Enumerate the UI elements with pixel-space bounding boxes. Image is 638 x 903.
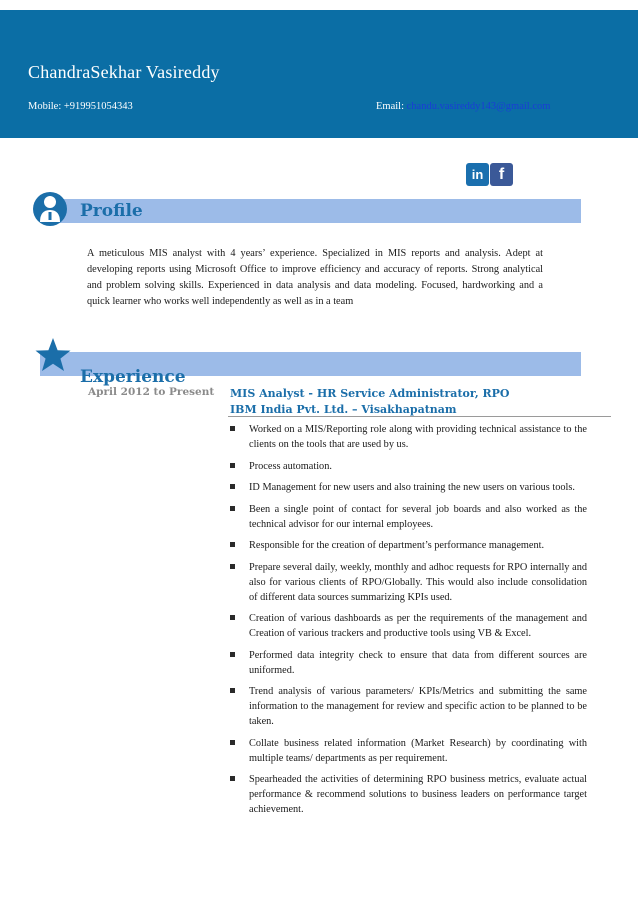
company-name: IBM India Pvt. Ltd. – Visakhapatnam [230,403,457,416]
bullet-text: Collate business related information (Market Research) by coordinating with multiple teams/ departments as per requirement. [249,737,587,764]
list-item [230,611,587,641]
mobile-number: +919951054343 [63,101,133,112]
bullet-square-icon [230,484,235,489]
bullet-text: Prepare several daily, weekly, monthly and adhoc requests for RPO internally and also for various clients of RPO/Globally. This would also include consolidation of different data sources summarizing KPIs used. [249,561,587,603]
email-link[interactable]: chandu.vasireddy143@gmail.com [406,101,551,112]
list-item [230,480,587,495]
bullet-text: Responsible for the creation of department’s performance management. [249,540,545,551]
employment-dates: April 2012 to Present [88,386,215,398]
bullet-square-icon [230,652,235,657]
list-item [230,772,587,817]
bullet-text: Spearheaded the activities of determining RPO business metrics, evaluate actual performance & recommend solutions to business leaders on performance target achievement. [249,774,587,815]
bullet-text: ID Management for new users and also training the new users on various tools. [249,482,575,493]
email-contact [376,101,550,112]
divider [228,416,611,417]
list-item [230,560,587,605]
linkedin-icon[interactable]: in [466,163,489,186]
responsibilities-list [230,422,587,824]
bullet-square-icon [230,463,235,468]
bullet-text: Trend analysis of various parameters/ KPIs/Metrics and submitting the same information to the management for review and specific action to be planned to be taken. [249,686,587,727]
bullet-text: Worked on a MIS/Reporting role along with providing technical assistance to the clients on the tools that are used by us. [249,424,587,450]
list-item [230,648,587,678]
person-icon [32,191,68,227]
list-item [230,422,587,452]
list-item [230,684,587,729]
job-role: MIS Analyst - HR Service Administrator, RPO [230,387,510,400]
mobile-contact [28,101,133,112]
job-heading [230,386,510,418]
star-icon [34,336,72,374]
social-links [466,163,513,187]
experience-title: Experience [80,367,186,387]
email-label: Email: [376,101,404,112]
bullet-text: Process automation. [249,460,332,472]
facebook-icon[interactable]: f [490,163,513,186]
bullet-square-icon [230,740,235,745]
bullet-square-icon [230,542,235,547]
list-item [230,502,587,532]
bullet-text: Creation of various dashboards as per the requirements of the management and Creation of various trackers and productive tools using VB & Excel. [249,613,587,639]
bullet-square-icon [230,688,235,693]
candidate-name: ChandraSekhar Vasireddy [28,62,220,82]
bullet-square-icon [230,776,235,781]
bullet-square-icon [230,615,235,620]
bullet-square-icon [230,426,235,431]
list-item [230,459,587,474]
mobile-label: Mobile: [28,101,62,112]
bullet-square-icon [230,564,235,569]
bullet-square-icon [230,506,235,511]
bullet-text: Performed data integrity check to ensure that data from different sources are uniformed. [249,649,587,676]
bullet-text: Been a single point of contact for several job boards and also worked as the technical advisor for our internal employees. [249,503,587,530]
profile-summary: A meticulous MIS analyst with 4 years’ experience. Specialized in MIS reports and analysis. Adept at developing reports using Microsoft Office to improve efficiency and accuracy of reports. Strong analytical and problem solving skills. Experienced in data analysis and data modeling. Focused, hardworking and a quick learner who works well independently as well as in a team [87,248,543,307]
profile-title: Profile [80,201,143,221]
list-item [230,538,587,553]
list-item [230,736,587,766]
